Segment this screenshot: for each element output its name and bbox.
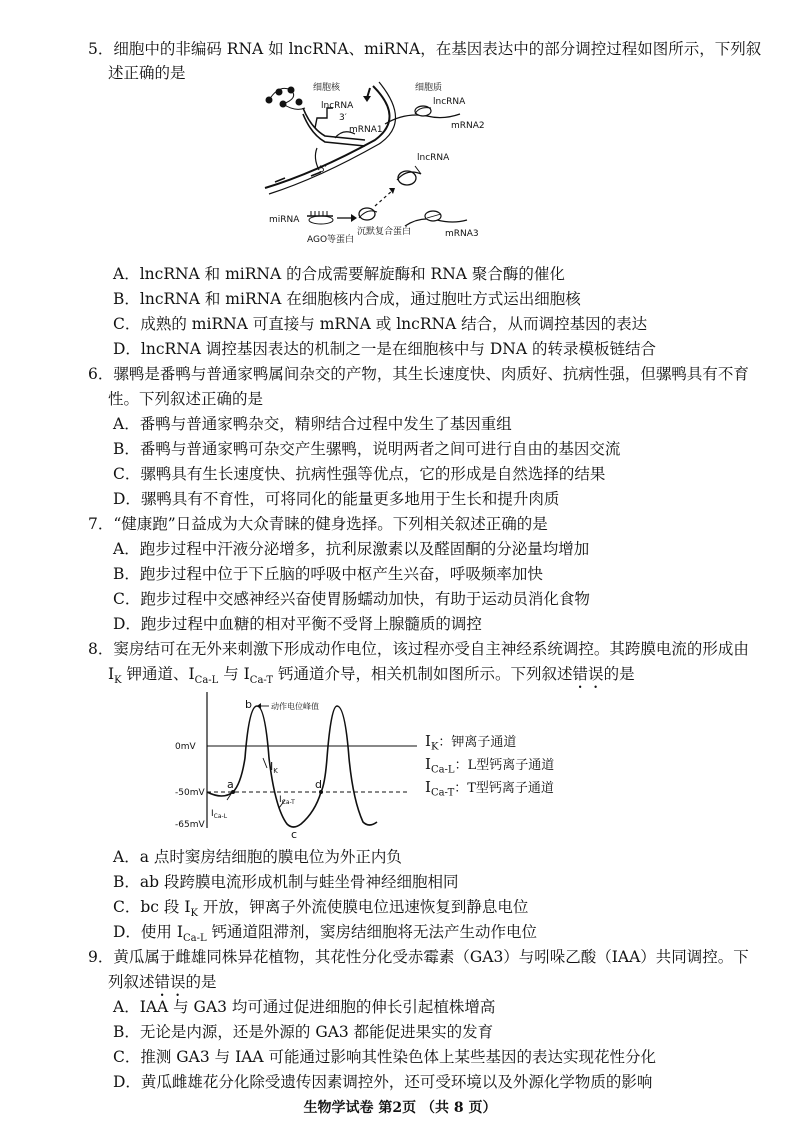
label-mirna: miRNA — [269, 215, 300, 225]
q7-stem: 7．“健康跑”日益成为大众青睐的健身选择。下列相关叙述正确的是 — [88, 515, 548, 533]
q6-option-c: C．骡鸭具有生长速度快、抗病性强等优点，它的形成是自然选择的结果 — [113, 465, 606, 483]
q6-stem-line1: 6．骡鸭是番鸭与普通家鸭属间杂交的产物，其生长速度快、肉质好、抗病性强，但骡鸭具有不育 — [88, 365, 749, 383]
q5-option-b: B．lncRNA 和 miRNA 在细胞核内合成，通过胞吐方式运出细胞核 — [113, 290, 581, 308]
q9-option-c: C．推测 GA3 与 IAA 可能通过影响其性染色体上某些基因的表达实现花性分化 — [113, 1048, 657, 1066]
q6-option-d: D．骡鸭具有不育性，可将同化的能量更多地用于生长和提升肉质 — [113, 490, 560, 508]
y-label-0mv: 0mV — [175, 742, 196, 752]
legend-ik: $I_K$：钾离子通道 — [425, 732, 517, 753]
label-nucleus: 细胞核 — [313, 83, 341, 93]
q5-option-a: A．lncRNA 和 miRNA 的合成需要解旋酶和 RNA 聚合酶的催化 — [113, 265, 565, 283]
q8-stem-line2: $I_K$ 钾通道、$I_{Ca-L}$ 与 $I_{Ca-T}$ 钙通道介导，相关机制如图所示。下列叙述错误的是 — [108, 665, 635, 687]
label-mrna3: mRNA3 — [445, 229, 479, 239]
chromatin-icon — [266, 87, 306, 110]
legend-ical: $I_{Ca-L}$：L型钙离子通道 — [425, 755, 555, 776]
q8-option-c: C．bc 段 $I_K$ 开放，钾离子外流使膜电位迅速恢复到静息电位 — [113, 898, 529, 920]
q6-option-b: B．番鸭与普通家鸭可杂交产生骡鸭，说明两者之间可进行自由的基因交流 — [113, 440, 621, 458]
label-lncrna-2: lncRNA — [417, 153, 450, 163]
label-icat: $I_{Ca-T}$ — [279, 795, 295, 806]
label-ago: AGO等蛋白 — [307, 235, 355, 245]
y-label-minus65mv: -65mV — [175, 820, 205, 830]
q6-stem-line2: 性。下列叙述正确的是 — [108, 390, 264, 408]
q5-option-c: C．成熟的 miRNA 可直接与 mRNA 或 lncRNA 结合，从而调控基因的表达 — [113, 315, 648, 333]
label-ik: $I_K$ — [270, 760, 278, 775]
point-a: a — [227, 778, 234, 791]
label-peak: 动作电位峰值 — [271, 702, 319, 711]
q9-stem-line1: 9．黄瓜属于雌雄同株异花植物，其花性分化受赤霉素（GA3）与吲哚乙酸（IAA）共同调控。下 — [88, 948, 749, 966]
q8-option-a: A．a 点时窦房结细胞的膜电位为外正内负 — [113, 848, 402, 866]
q7-option-a: A．跑步过程中汗液分泌增多，抗利尿激素以及醛固酮的分泌量均增加 — [113, 540, 590, 558]
q9-option-b: B．无论是内源，还是外源的 GA3 都能促进果实的发育 — [113, 1023, 494, 1041]
q9-option-a: A．IAA 与 GA3 均可通过促进细胞的伸长引起植株增高 — [113, 998, 496, 1016]
q8-option-d: D．使用 $I_{Ca-L}$ 钙通道阻滞剂，窦房结细胞将无法产生动作电位 — [113, 923, 538, 945]
label-five-prime: 5′ — [319, 165, 327, 175]
q7-option-c: C．跑步过程中交感神经兴奋使胃肠蠕动加快，有助于运动员消化食物 — [113, 590, 590, 608]
label-mrna2: mRNA2 — [451, 121, 485, 131]
label-lncrna-cytoplasm: lncRNA — [433, 97, 466, 107]
q6-option-a: A．番鸭与普通家鸭杂交，精卵结合过程中发生了基因重组 — [113, 415, 512, 433]
label-three-prime: 3′ — [339, 113, 347, 123]
q9-stem-line2: 列叙述错误的是 — [108, 973, 217, 991]
y-label-minus50mv: -50mV — [175, 788, 205, 798]
point-d: d — [315, 778, 322, 791]
q7-option-b: B．跑步过程中位于下丘脑的呼吸中枢产生兴奋，呼吸频率加快 — [113, 565, 543, 583]
q9-option-d: D．黄瓜雌雄花分化除受遗传因素调控外，还可受环境以及外源化学物质的影响 — [113, 1073, 653, 1091]
label-ical: $I_{Ca-L}$ — [211, 809, 228, 820]
label-lncrna-nucleus: lncRNA — [321, 101, 354, 111]
q8-stem-line1: 8．窦房结可在无外来刺激下形成动作电位，该过程亦受自主神经系统调控。其跨膜电流的形成由 — [88, 640, 749, 658]
q8-action-potential-graph — [175, 688, 420, 840]
q5-option-d: D．lncRNA 调控基因表达的机制之一是在细胞核中与 DNA 的转录模板链结合 — [113, 340, 656, 358]
q7-option-d: D．跑步过程中血糖的相对平衡不受肾上腺髓质的调控 — [113, 615, 482, 633]
label-cytoplasm: 细胞质 — [415, 83, 443, 93]
label-silencing-complex: 沉默复合蛋白 — [357, 227, 412, 237]
page-footer: 生物学试卷 第2页 （共 8 页） — [303, 1100, 497, 1116]
membrane-potential-curve — [207, 706, 377, 827]
q8-option-b: B．ab 段跨膜电流形成机制与蛙坐骨神经细胞相同 — [113, 873, 459, 891]
label-mrna1: mRNA1 — [349, 125, 383, 135]
point-b: b — [245, 698, 252, 711]
point-c: c — [291, 828, 298, 840]
q5-stem-line2: 述正确的是 — [108, 64, 186, 82]
q5-regulation-figure — [255, 78, 515, 256]
legend-icat: $I_{Ca-T}$：T型钙离子通道 — [425, 778, 554, 799]
q5-stem-line1: 5．细胞中的非编码 RNA 如 lncRNA、miRNA，在基因表达中的部分调控过程如图所示，下列叙 — [88, 40, 762, 58]
